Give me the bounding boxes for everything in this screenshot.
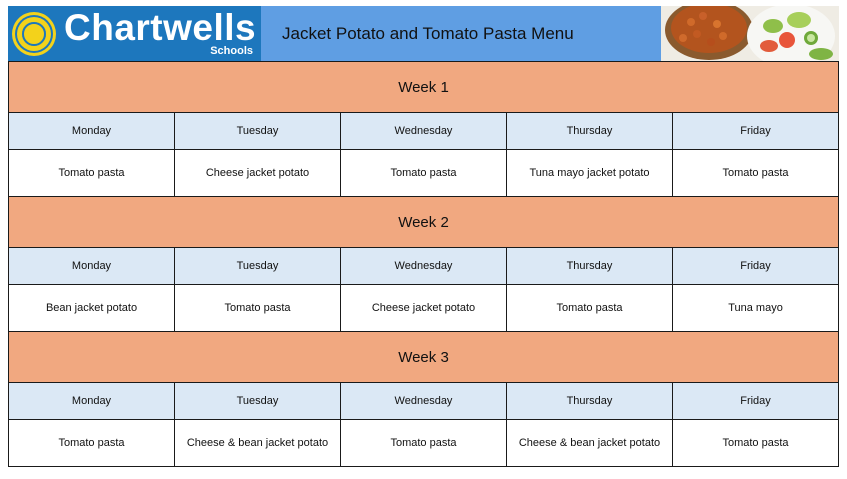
day-cell: Wednesday	[341, 113, 507, 150]
chartwells-logo	[8, 6, 261, 61]
page-title: Jacket Potato and Tomato Pasta Menu	[282, 23, 574, 43]
day-cell: Thursday	[507, 248, 673, 285]
day-header-row	[9, 248, 839, 285]
day-cell: Tuesday	[175, 113, 341, 150]
meal-row	[9, 150, 839, 197]
day-cell: Thursday	[507, 383, 673, 420]
day-cell: Monday	[9, 383, 175, 420]
meal-cell: Cheese jacket potato	[175, 150, 341, 197]
food-photo	[661, 6, 839, 61]
day-cell: Wednesday	[341, 383, 507, 420]
meal-cell: Tomato pasta	[673, 150, 839, 197]
meal-cell: Tomato pasta	[507, 285, 673, 332]
meal-cell: Tomato pasta	[341, 150, 507, 197]
meal-cell: Bean jacket potato	[9, 285, 175, 332]
meal-cell: Cheese jacket potato	[341, 285, 507, 332]
day-cell: Tuesday	[175, 248, 341, 285]
week-label: Week 1	[9, 62, 839, 113]
logo-swirl-icon	[12, 12, 56, 56]
day-cell: Thursday	[507, 113, 673, 150]
meal-cell: Tomato pasta	[9, 420, 175, 467]
day-header-row	[9, 113, 839, 150]
meal-cell: Tuna mayo jacket potato	[507, 150, 673, 197]
menu-table	[8, 61, 839, 467]
page-header	[8, 6, 839, 61]
meal-cell: Cheese & bean jacket potato	[175, 420, 341, 467]
week-label: Week 3	[9, 332, 839, 383]
meal-cell: Tomato pasta	[341, 420, 507, 467]
title-banner	[261, 6, 661, 61]
brand-subtitle: Schools	[210, 45, 253, 57]
day-cell: Friday	[673, 113, 839, 150]
brand-name: Chartwells	[64, 7, 257, 48]
meal-cell: Cheese & bean jacket potato	[507, 420, 673, 467]
day-cell: Tuesday	[175, 383, 341, 420]
day-cell: Friday	[673, 248, 839, 285]
meal-cell: Tomato pasta	[175, 285, 341, 332]
meal-row	[9, 420, 839, 467]
day-cell: Wednesday	[341, 248, 507, 285]
day-cell: Monday	[9, 248, 175, 285]
meal-row	[9, 285, 839, 332]
week-header-row	[9, 197, 839, 248]
meal-cell: Tomato pasta	[9, 150, 175, 197]
meal-cell: Tomato pasta	[673, 420, 839, 467]
day-cell: Friday	[673, 383, 839, 420]
week-header-row	[9, 332, 839, 383]
week-header-row	[9, 62, 839, 113]
food-photo-image	[661, 6, 839, 61]
week-label: Week 2	[9, 197, 839, 248]
meal-cell: Tuna mayo	[673, 285, 839, 332]
day-header-row	[9, 383, 839, 420]
day-cell: Monday	[9, 113, 175, 150]
